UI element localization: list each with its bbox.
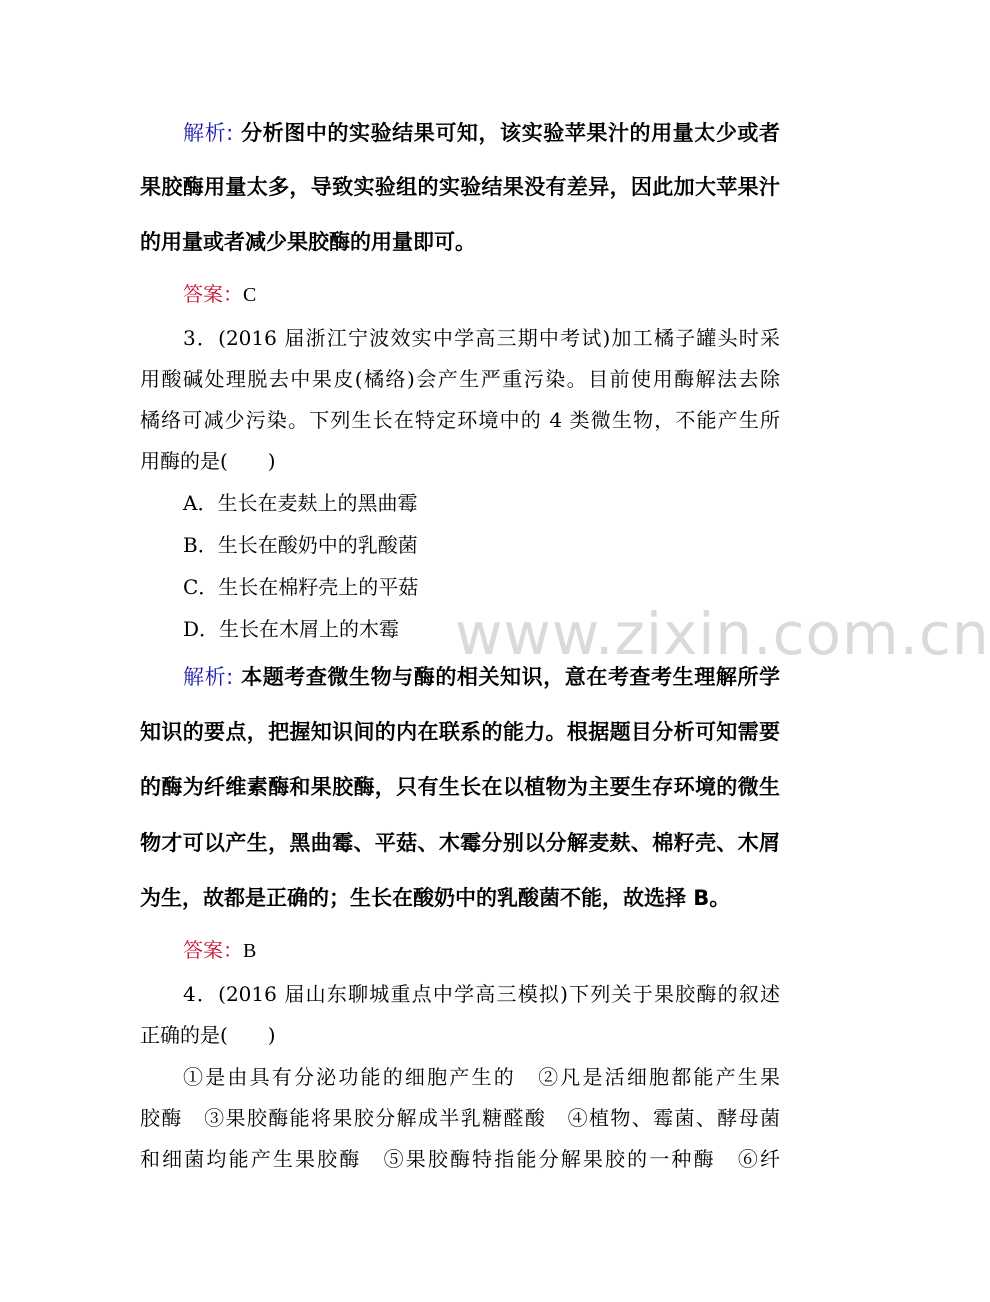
question-3-line-2: 用酸碱处理脱去中果皮(橘络)会产生严重污染。目前使用酶解法去除 [140, 367, 780, 391]
statement-line-1: ①是由具有分泌功能的细胞产生的 ②凡是活细胞都能产生果 [183, 1065, 780, 1089]
answer-label: 答案： [183, 282, 243, 306]
answer-1 [183, 281, 780, 308]
question-4-line-2: 正确的是( ) [140, 1023, 276, 1047]
option-b: B．生长在酸奶中的乳酸菌 [183, 533, 418, 557]
watermark: www.zixin.com.cn [455, 600, 990, 668]
answer-label: 答案： [183, 938, 243, 962]
analysis-2-line-5: 为生，故都是正确的；生长在酸奶中的乳酸菌不能，故选择 B。 [140, 886, 731, 910]
analysis-label: 解析: [183, 665, 234, 689]
option-c: C．生长在棉籽壳上的平菇 [183, 575, 419, 599]
analysis-2-line-1: 解析: 本题考查微生物与酶的相关知识，意在考查考生理解所学 [183, 665, 780, 689]
analysis-2-line-2: 知识的要点，把握知识间的内在联系的能力。根据题目分析可知需要 [140, 720, 780, 744]
question-4-line-1: 4．(2016 届山东聊城重点中学高三模拟)下列关于果胶酶的叙述 [183, 982, 780, 1006]
option-d: D．生长在木屑上的木霉 [183, 617, 400, 641]
analysis-2-line-4: 物才可以产生，黑曲霉、平菇、木霉分别以分解麦麸、棉籽壳、木屑 [140, 831, 780, 855]
answer-value: C [243, 284, 257, 306]
option-a: A．生长在麦麸上的黑曲霉 [183, 491, 418, 515]
analysis-1-line-2: 果胶酶用量太多，导致实验组的实验结果没有差异，因此加大苹果汁 [140, 175, 780, 199]
question-3-line-4: 用酶的是( ) [140, 449, 276, 473]
question-3-line-1: 3．(2016 届浙江宁波效实中学高三期中考试)加工橘子罐头时采 [183, 326, 780, 350]
answer-value: B [243, 940, 257, 962]
statement-line-2: 胶酶 ③果胶酶能将果胶分解成半乳糖醛酸 ④植物、霉菌、酵母菌 [140, 1106, 780, 1130]
analysis-1-line-1: 解析: 分析图中的实验结果可知，该实验苹果汁的用量太少或者 [183, 121, 780, 145]
answer-2 [183, 937, 780, 964]
analysis-2-line-3: 的酶为纤维素酶和果胶酶，只有生长在以植物为主要生存环境的微生 [140, 775, 780, 799]
analysis-label: 解析: [183, 121, 234, 145]
statement-line-3: 和细菌均能产生果胶酶 ⑤果胶酶特指能分解果胶的一种酶 ⑥纤 [140, 1147, 780, 1171]
question-3-line-3: 橘络可减少污染。下列生长在特定环境中的 4 类微生物，不能产生所 [140, 408, 780, 432]
analysis-1-line-3: 的用量或者减少果胶酶的用量即可。 [140, 230, 476, 254]
